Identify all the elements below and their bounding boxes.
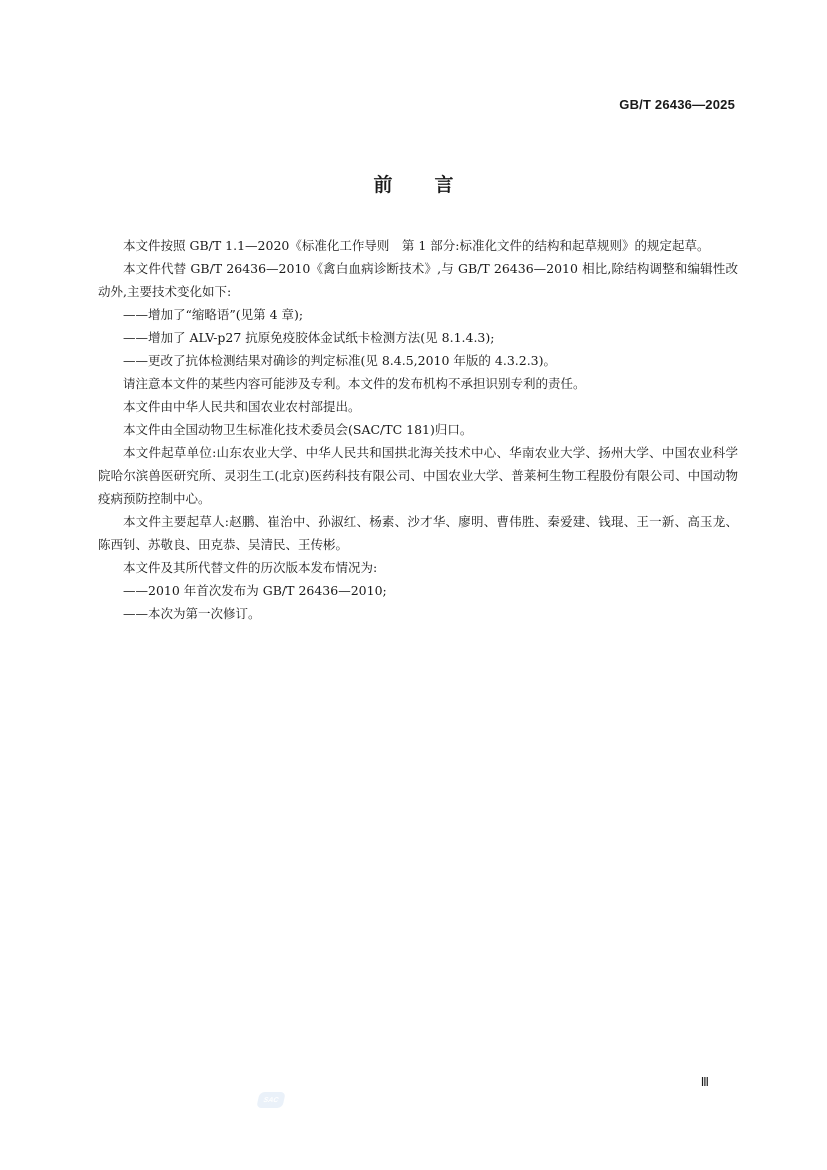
paragraph: 本文件及其所代替文件的历次版本发布情况为: — [123, 560, 378, 575]
page-title: 前言 — [373, 174, 496, 196]
paragraph: 本文件按照 GB/T 1.1—2020《标准化工作导则 第 1 部分:标准化文件的结构和起草规则》的规定起草。 — [123, 238, 710, 253]
paragraph: 本文件由中华人民共和国农业农村部提出。 — [123, 399, 361, 414]
list-item: ——增加了“缩略语”(见第 4 章); — [123, 307, 304, 322]
document-body — [98, 234, 738, 625]
sac-watermark-logo — [256, 1092, 285, 1108]
paragraph: 本文件代替 GB/T 26436—2010《禽白血病诊断技术》,与 GB/T 26436—2010 相比,除结构调整和编辑性改动外,主要技术变化如下: — [98, 261, 738, 299]
paragraph: 本文件主要起草人:赵鹏、崔治中、孙淑红、杨素、沙才华、廖明、曹伟胜、秦爱建、钱琨、王一新、高玉龙、陈西钊、苏敬良、田克恭、吴清民、王传彬。 — [98, 514, 738, 552]
list-item: ——更改了抗体检测结果对确诊的判定标准(见 8.4.5,2010 年版的 4.3.2.3)。 — [123, 353, 556, 368]
paragraph: 本文件由全国动物卫生标准化技术委员会(SAC/TC 181)归口。 — [123, 422, 473, 437]
list-item: ——2010 年首次发布为 GB/T 26436—2010; — [123, 583, 387, 598]
watermark-text: SAC — [262, 1096, 280, 1104]
paragraph: 本文件起草单位:山东农业大学、中华人民共和国拱北海关技术中心、华南农业大学、扬州大学、中国农业科学院哈尔滨兽医研究所、灵羽生工(北京)医药科技有限公司、中国农业大学、普莱柯生物工程股份有限公司、中国动物疫病预防控制中心。 — [98, 445, 738, 506]
standard-code: GB/T 26436—2025 — [619, 97, 735, 112]
page-number: Ⅲ — [700, 1075, 709, 1089]
list-item: ——本次为第一次修订。 — [123, 606, 261, 621]
paragraph: 请注意本文件的某些内容可能涉及专利。本文件的发布机构不承担识别专利的责任。 — [123, 376, 586, 391]
list-item: ——增加了 ALV-p27 抗原免疫胶体金试纸卡检测方法(见 8.1.4.3); — [123, 330, 495, 345]
